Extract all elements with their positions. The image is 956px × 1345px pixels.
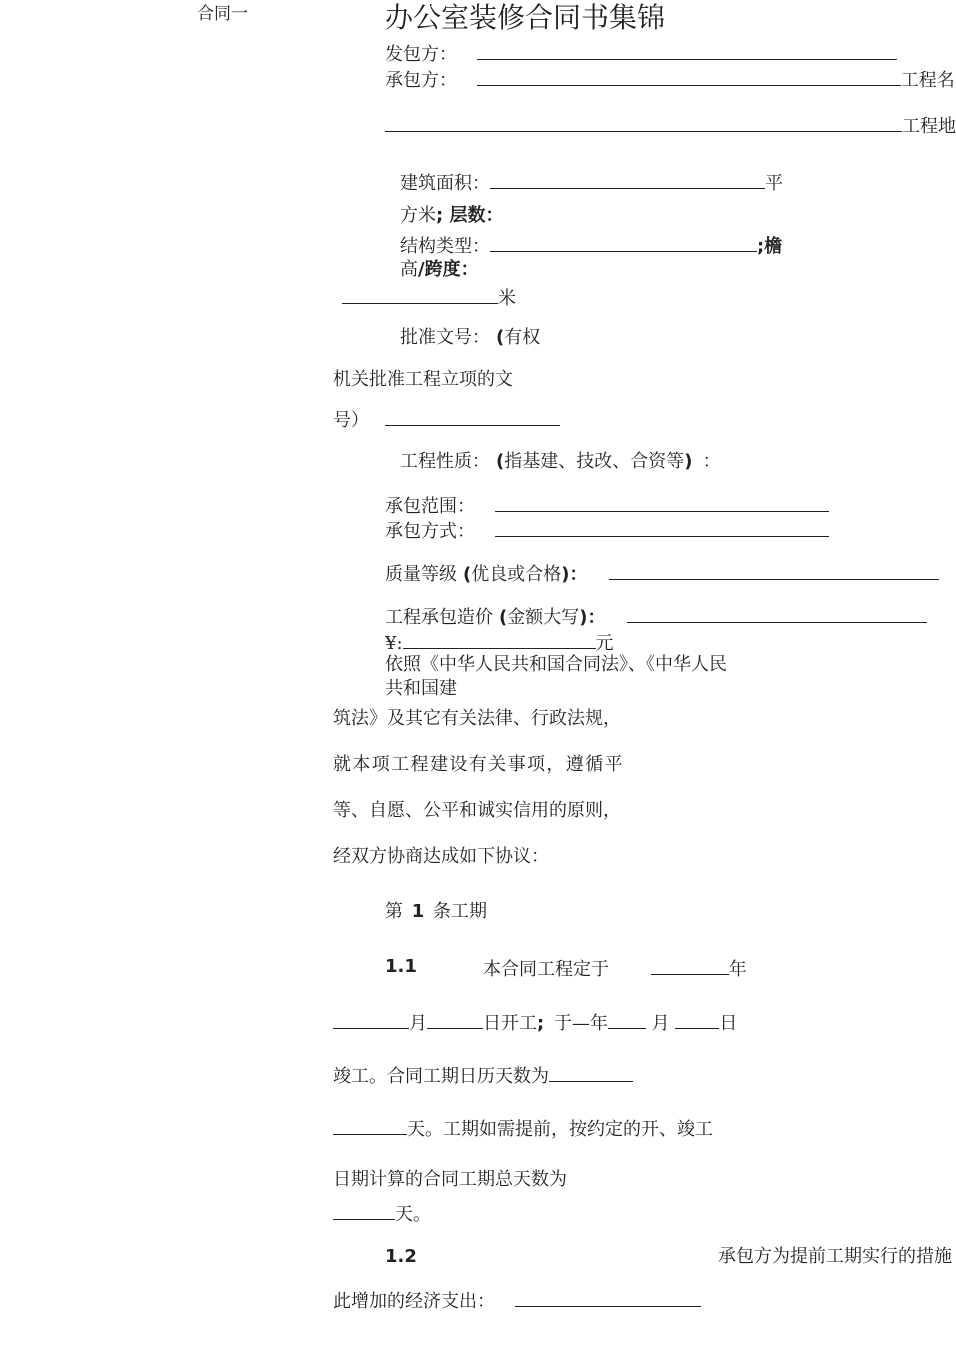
quality-close: )： bbox=[561, 564, 588, 585]
contract-number: 合同一 bbox=[197, 4, 248, 24]
year-unit: 年 bbox=[728, 959, 747, 980]
contractor-label: 承包方： bbox=[385, 70, 457, 91]
scope-range-row bbox=[385, 495, 829, 516]
clause-1-1-row bbox=[483, 958, 747, 979]
price-row bbox=[385, 606, 927, 627]
nature-paren-open: ( bbox=[496, 451, 505, 472]
duration-text: 竣工。合同工期日历天数为 bbox=[333, 1066, 549, 1087]
price-paren: ( bbox=[499, 607, 508, 628]
area-row bbox=[400, 172, 783, 193]
clause-number-1-2: 1.2 bbox=[385, 1246, 417, 1267]
basis-line-5: 等、自愿、公平和诚实信用的原则， bbox=[333, 800, 621, 821]
article-title: 条工期 bbox=[433, 901, 487, 922]
scope-mode-blank[interactable] bbox=[495, 520, 829, 537]
span-row bbox=[400, 261, 479, 279]
approval-label: 批准文号： bbox=[400, 327, 490, 348]
eave-label: ;檐 bbox=[757, 236, 783, 257]
article-number: 1 bbox=[411, 901, 425, 922]
price-words-blank[interactable] bbox=[627, 606, 927, 623]
document-title: 办公室装修合同书集锦 bbox=[385, 1, 666, 34]
scope-range-label: 承包范围： bbox=[385, 496, 475, 517]
employer-label: 发包方： bbox=[385, 44, 457, 65]
area-blank[interactable] bbox=[490, 172, 765, 189]
end-month-blank-pre[interactable] bbox=[608, 1012, 646, 1029]
meter-unit: 米 bbox=[498, 288, 516, 309]
scope-range-blank[interactable] bbox=[495, 495, 829, 512]
advance-row bbox=[333, 1118, 713, 1139]
total-days-row bbox=[333, 1203, 431, 1224]
clause-1-2-number bbox=[385, 1248, 417, 1266]
area-unit: 平 bbox=[765, 173, 783, 194]
span-blank[interactable] bbox=[342, 287, 498, 304]
approval-blank[interactable] bbox=[385, 409, 560, 426]
basis-line-4: 就本项工程建设有关事项，遵循平 bbox=[333, 754, 624, 775]
employer-blank[interactable] bbox=[477, 43, 897, 60]
price-label: 工程承包造价 bbox=[385, 607, 493, 628]
end-month-unit: 月 bbox=[651, 1013, 670, 1034]
project-site-label: 工程地 bbox=[902, 116, 956, 137]
article-1-heading bbox=[385, 903, 487, 921]
article-pre: 第 bbox=[385, 901, 403, 922]
contractor-blank[interactable] bbox=[477, 69, 901, 86]
start-day-text: 日开工 bbox=[483, 1013, 537, 1034]
month-unit: 月 bbox=[409, 1013, 427, 1034]
employer-row bbox=[385, 43, 897, 64]
start-end-date-row bbox=[333, 1012, 737, 1033]
floors-label: ; 层数： bbox=[436, 205, 504, 226]
total-days-blank[interactable] bbox=[333, 1203, 395, 1220]
scope-mode-row bbox=[385, 520, 829, 541]
project-name-label: 工程名 bbox=[900, 70, 955, 91]
total-days-text: 日期计算的合同工期总天数为 bbox=[333, 1169, 567, 1190]
end-day-unit: 日 bbox=[719, 1013, 738, 1034]
days-unit: 天。 bbox=[395, 1204, 431, 1225]
basis-line-1: 依照《中华人民共和国合同法》、《中华人民 bbox=[385, 654, 727, 675]
yen-sign: ¥: bbox=[385, 633, 403, 654]
end-day-blank[interactable] bbox=[675, 1012, 719, 1029]
nature-row bbox=[400, 453, 720, 471]
project-site-row bbox=[385, 115, 956, 136]
nature-paren-close: ) bbox=[684, 451, 693, 472]
duration-row bbox=[333, 1065, 633, 1086]
start-month-blank[interactable] bbox=[333, 1012, 409, 1029]
nature-note: 指基建、技改、合资等 bbox=[504, 451, 685, 472]
quality-blank[interactable] bbox=[609, 563, 939, 580]
basis-line-3: 筑法》及其它有关法律、行政法规， bbox=[333, 708, 621, 729]
clause-number: 1.1 bbox=[385, 956, 417, 977]
approval-note-1: 有权 bbox=[504, 327, 541, 348]
yuan-unit: 元 bbox=[595, 633, 614, 654]
quality-label: 质量等级 bbox=[385, 564, 457, 585]
structure-row bbox=[400, 235, 782, 256]
area-label: 建筑面积： bbox=[400, 173, 490, 194]
quality-paren: ( bbox=[463, 564, 472, 585]
price-note: 金额大写 bbox=[507, 607, 580, 628]
semicolon: ; bbox=[537, 1013, 545, 1034]
scope-mode-label: 承包方式： bbox=[385, 521, 475, 542]
clause-1-1-text: 本合同工程定于 bbox=[483, 959, 609, 980]
clause-1-1-number bbox=[385, 958, 417, 976]
quality-note: 优良或合格 bbox=[471, 564, 562, 585]
approval-note-2: 机关批准工程立项的文 bbox=[333, 369, 513, 390]
approval-no-row bbox=[333, 409, 560, 430]
floors-row bbox=[400, 207, 503, 225]
structure-blank[interactable] bbox=[490, 235, 757, 252]
start-day-blank[interactable] bbox=[427, 1012, 483, 1029]
duration-blank-2[interactable] bbox=[333, 1118, 407, 1135]
price-number-blank[interactable] bbox=[403, 632, 596, 649]
price-close: )： bbox=[579, 607, 606, 628]
quality-row bbox=[385, 563, 939, 584]
approval-paren: ( bbox=[496, 327, 505, 348]
advance-text: 天。工期如需提前，按约定的开、竣工 bbox=[407, 1119, 713, 1140]
contractor-row bbox=[385, 69, 955, 90]
expense-row bbox=[333, 1290, 701, 1311]
area-unit-cont: 方米 bbox=[400, 205, 436, 226]
meter-row bbox=[342, 287, 516, 308]
start-year-blank[interactable] bbox=[651, 958, 729, 975]
basis-line-2: 共和国建 bbox=[385, 678, 457, 699]
expense-text: 此增加的经济支出： bbox=[333, 1291, 495, 1312]
price-number-row bbox=[385, 632, 614, 653]
duration-blank[interactable] bbox=[549, 1065, 633, 1082]
structure-label: 结构类型： bbox=[400, 236, 490, 257]
basis-line-6: 经双方协商达成如下协议： bbox=[333, 846, 549, 867]
until-year-text: 于—年 bbox=[553, 1013, 608, 1034]
span-label: /跨度： bbox=[418, 259, 479, 280]
expense-blank[interactable] bbox=[515, 1290, 701, 1307]
nature-colon: ： bbox=[702, 451, 721, 472]
nature-label: 工程性质： bbox=[400, 451, 490, 472]
project-name-blank[interactable] bbox=[385, 115, 902, 132]
clause-1-2-text: 承包方为提前工期实行的措施 bbox=[718, 1246, 952, 1267]
approval-note-3: 号） bbox=[333, 410, 369, 431]
approval-row bbox=[400, 329, 540, 347]
eave-height: 高 bbox=[400, 259, 418, 280]
